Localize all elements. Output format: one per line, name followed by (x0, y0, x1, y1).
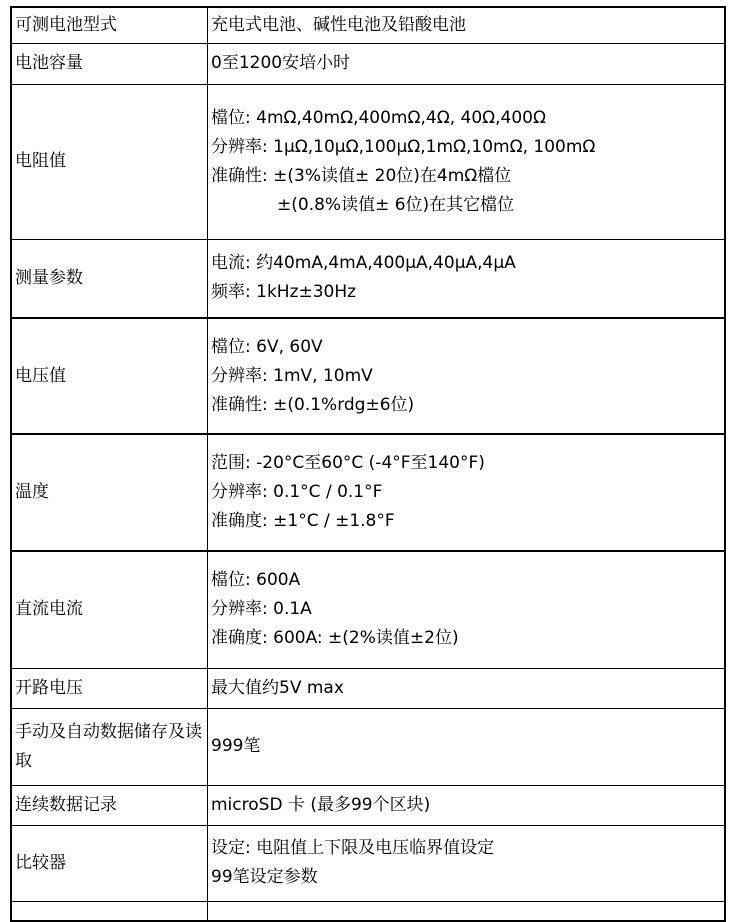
table-row (11, 43, 725, 84)
value-line: 檔位: 4mΩ,40mΩ,400mΩ,4Ω, 40Ω,400Ω (211, 107, 546, 128)
row-value-cell (208, 239, 726, 318)
row-label: 连续数据记录 (15, 794, 117, 815)
value-line: 准确度: ±1°C / ±1.8°F (211, 511, 395, 531)
row-label-cell (11, 825, 208, 901)
value-line: 准确度: 600A: ±(2%读值±2位) (211, 628, 459, 649)
row-label-cell (11, 901, 208, 921)
row-label: 电阻值 (15, 151, 66, 171)
row-value-cell (208, 7, 726, 43)
value-line: 电流: 约40mA,4mA,400μA,40μA,4μA (211, 253, 516, 274)
row-value-cell (208, 84, 726, 239)
value-line: 分辨率: 0.1A (211, 599, 312, 620)
row-label: 测量参数 (15, 267, 83, 288)
row-value-cell (208, 551, 726, 668)
table-row (11, 318, 725, 434)
table-row (11, 708, 725, 785)
row-label-cell (11, 239, 208, 318)
row-label-cell (11, 668, 208, 708)
row-label-cell (11, 318, 208, 434)
row-label: 直流电流 (15, 599, 83, 620)
row-label-cell (11, 43, 208, 84)
row-label: 比较器 (15, 852, 66, 873)
row-value-cell (208, 785, 726, 825)
row-value-cell (208, 901, 726, 921)
table-row (11, 551, 725, 668)
value-line: 分辨率: 1mV, 10mV (211, 365, 373, 386)
table-row (11, 785, 725, 825)
value-line: 准确性: ±(0.1%rdg±6位) (211, 394, 415, 415)
row-label: 开路电压 (15, 677, 83, 698)
value-line: ±(0.8%读值± 6位)在其它檔位 (277, 194, 515, 215)
table-row (11, 7, 725, 43)
value-line: 分辨率: 0.1°C / 0.1°F (211, 482, 383, 502)
row-label: 电池容量 (15, 53, 83, 73)
value-line: 檔位: 600A (211, 570, 301, 591)
table-row (11, 668, 725, 708)
table-row (11, 434, 725, 551)
row-label: 电压值 (15, 365, 66, 386)
value-line: 充电式电池、碱性电池及铅酸电池 (211, 14, 466, 35)
value-line: 最大值约5V max (211, 677, 344, 698)
value-line: 范围: -20°C至60°C (-4°F至140°F) (211, 453, 485, 473)
row-value-cell (208, 43, 726, 84)
row-label-cell (11, 7, 208, 43)
row-value-cell (208, 318, 726, 434)
value-line: 99笔设定参数 (211, 867, 318, 887)
row-label-cell (11, 785, 208, 825)
value-line: 设定: 电阻值上下限及电压临界值设定 (211, 838, 495, 858)
value-line: 频率: 1kHz±30Hz (211, 282, 357, 303)
value-line: 0至1200安培小时 (211, 53, 351, 73)
row-label-cell (11, 84, 208, 239)
value-line: 檔位: 6V, 60V (211, 336, 323, 357)
row-label: 温度 (15, 482, 49, 502)
specification-table (10, 6, 726, 922)
row-value-cell (208, 668, 726, 708)
row-label: 手动及自动数据储存及读取 (15, 721, 202, 771)
value-line: 999笔 (211, 736, 261, 756)
row-value-cell (208, 708, 726, 785)
value-line: 准确性: ±(3%读值± 20位)在4mΩ檔位 (211, 165, 512, 186)
value-line: 分辨率: 1μΩ,10μΩ,100μΩ,1mΩ,10mΩ, 100mΩ (211, 136, 596, 157)
row-label-cell (11, 551, 208, 668)
row-label-cell (11, 708, 208, 785)
table-row (11, 239, 725, 318)
value-line: microSD 卡 (最多99个区块) (211, 794, 431, 815)
row-value-cell (208, 825, 726, 901)
row-value-cell (208, 434, 726, 551)
table-row (11, 825, 725, 901)
row-label-cell (11, 434, 208, 551)
table-row (11, 84, 725, 239)
row-label: 可测电池型式 (15, 14, 117, 35)
table-row (11, 901, 725, 921)
